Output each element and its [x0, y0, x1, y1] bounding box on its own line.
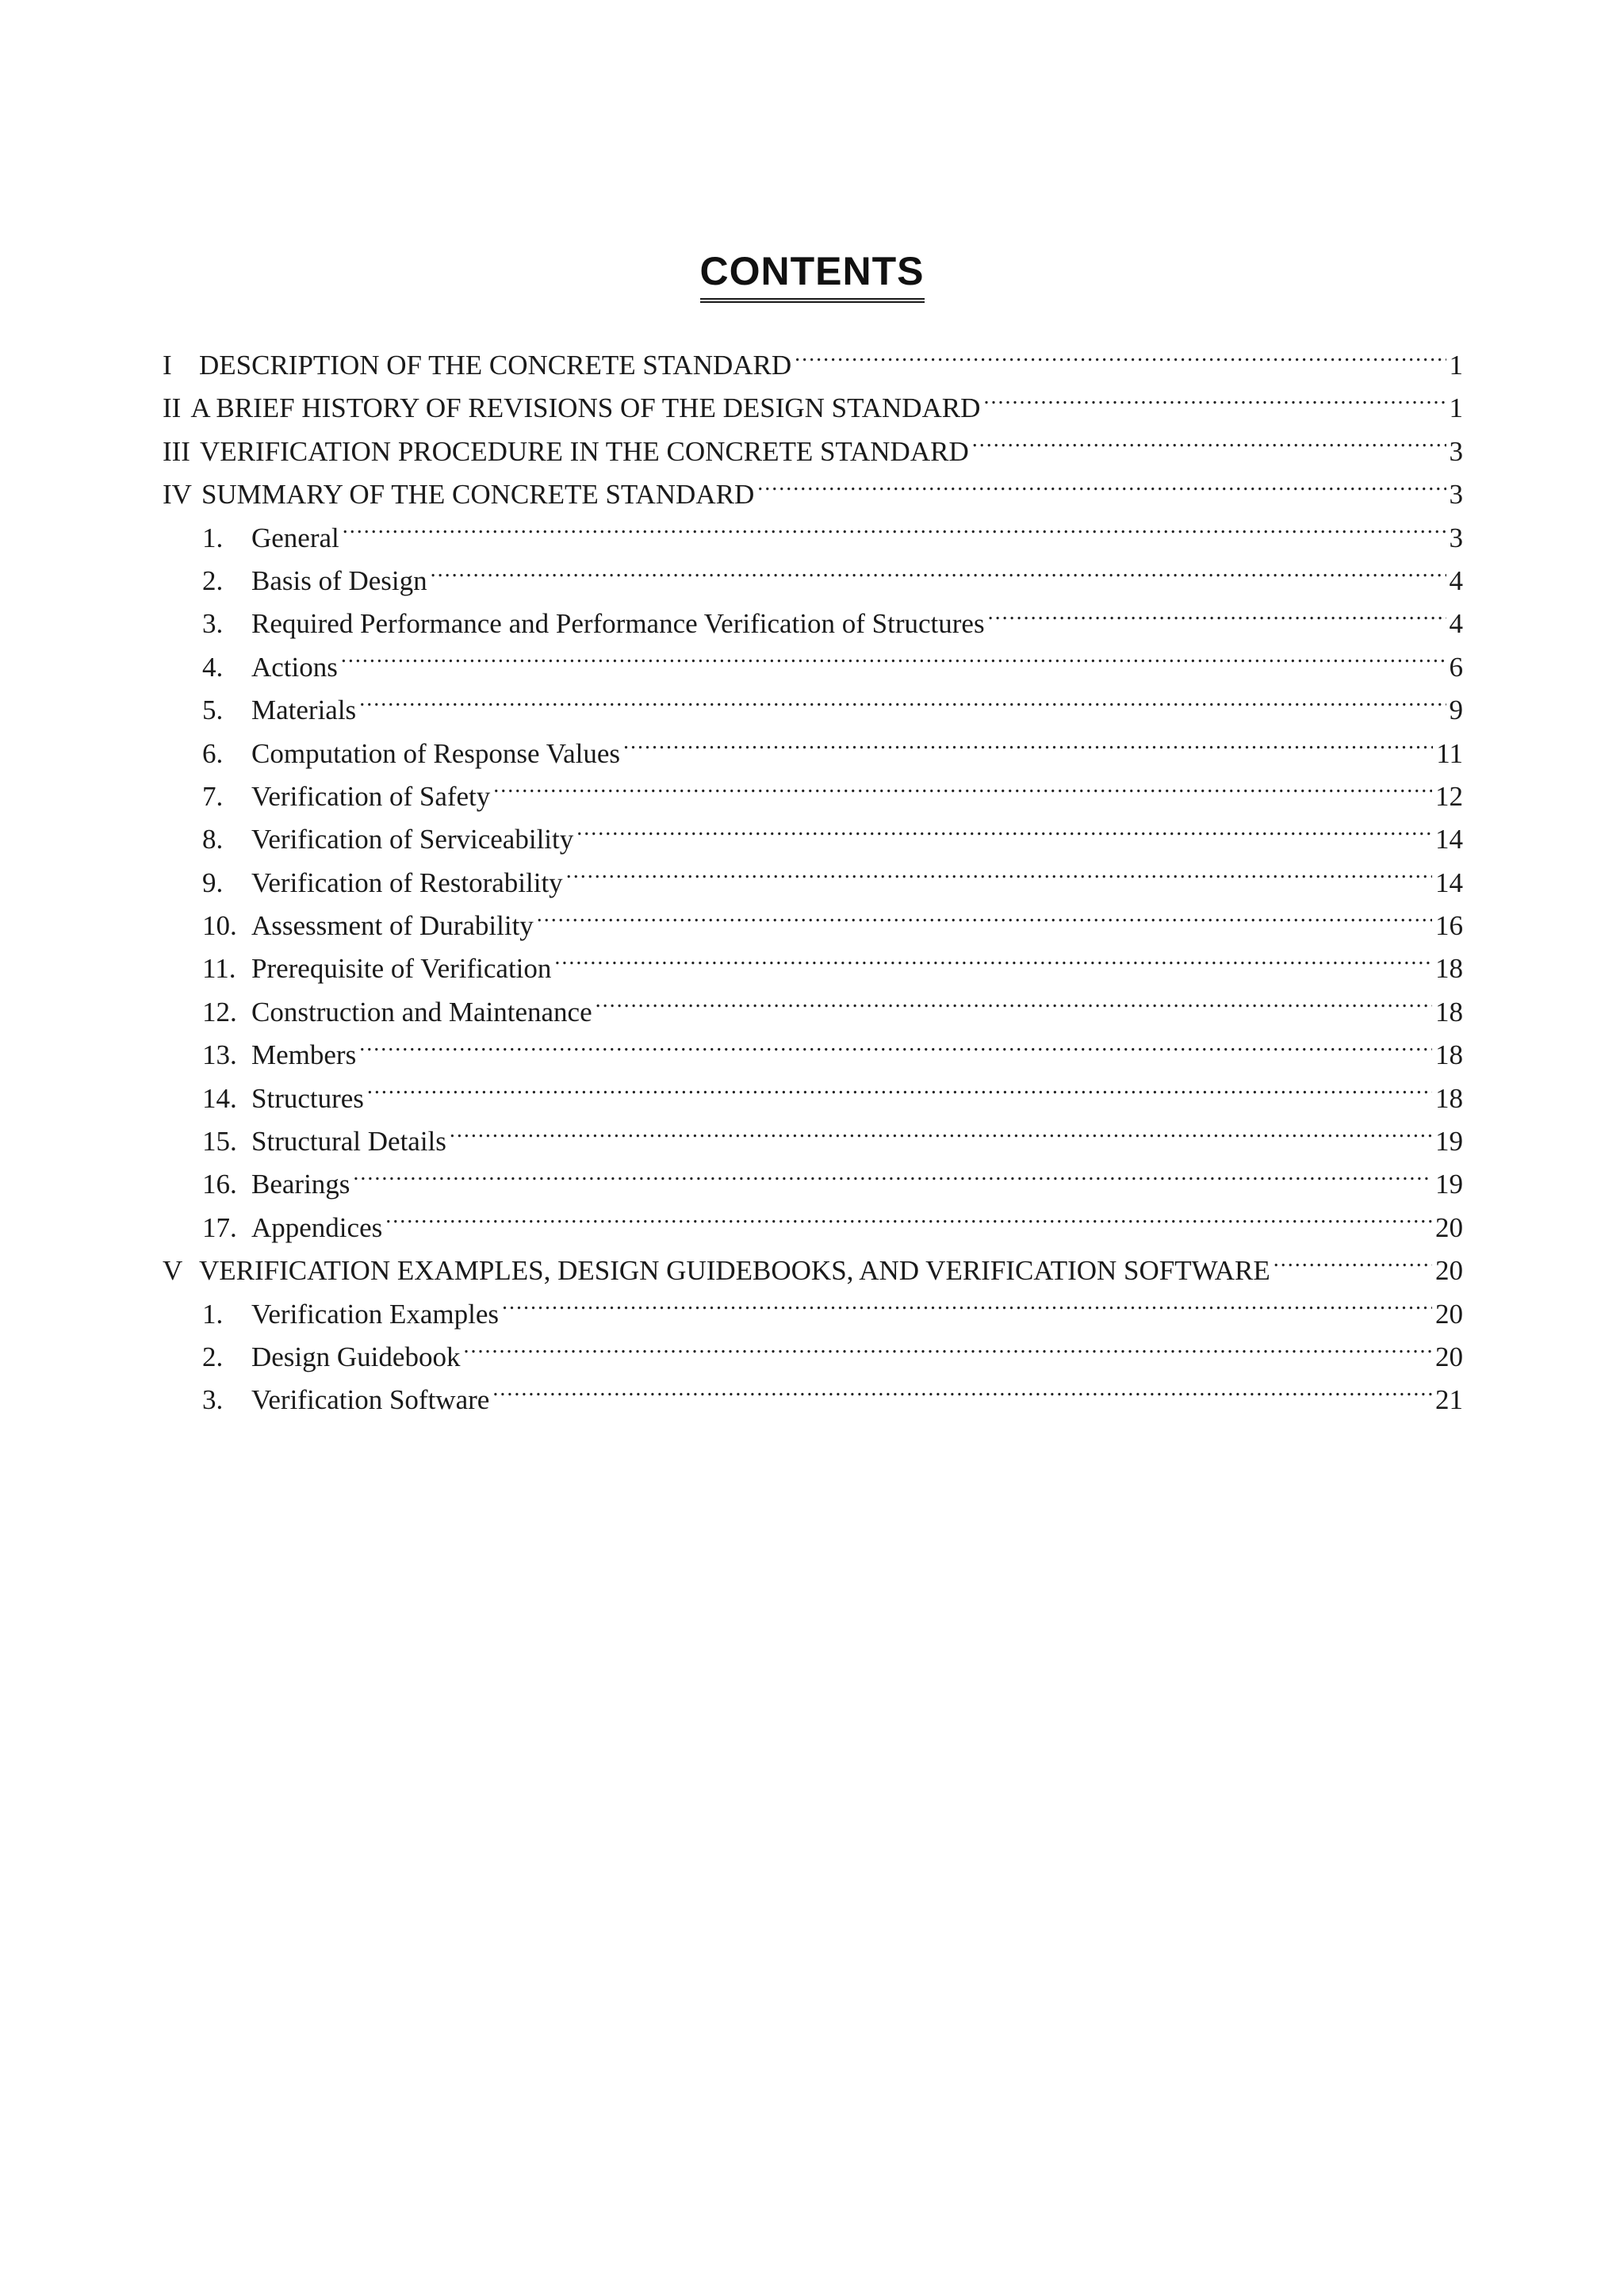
toc-entry-number: 4. [202, 651, 224, 683]
dot-leader [795, 346, 1446, 374]
dot-leader [596, 993, 1432, 1021]
toc-subentry [163, 1034, 1463, 1077]
toc-entry-page: 11 [1436, 737, 1463, 769]
dot-leader [576, 821, 1432, 848]
dot-leader [502, 1295, 1432, 1323]
toc-subentry [163, 947, 1463, 990]
toc-subentry [163, 775, 1463, 818]
toc-entry-number: 3. [202, 1384, 224, 1416]
toc-entry-title: SUMMARY OF THE CONCRETE STANDARD [201, 479, 755, 511]
toc-entry-title: Structures [251, 1082, 364, 1114]
toc-entry-number: I [163, 350, 172, 381]
toc-entry-number: 12. [202, 996, 237, 1027]
toc-entry-title: Materials [251, 695, 357, 726]
dot-leader [983, 389, 1446, 417]
dot-leader [493, 778, 1432, 806]
toc-subentry [163, 862, 1463, 905]
toc-entry-title: Prerequisite of Verification [251, 953, 552, 985]
dot-leader [385, 1209, 1432, 1237]
toc-entry-page: 3 [1449, 435, 1463, 467]
toc-entry-number: IV [163, 479, 192, 511]
toc-subentry [163, 1336, 1463, 1379]
dot-leader [757, 476, 1446, 503]
toc-entry [163, 344, 1463, 387]
toc-entry-number: 11. [202, 953, 236, 985]
dot-leader [450, 1123, 1432, 1150]
toc-entry-title: Verification Software [251, 1384, 490, 1416]
dot-leader [359, 691, 1446, 719]
toc-subentry [163, 818, 1463, 861]
toc-entry-number: V [163, 1255, 183, 1287]
toc-entry-title: VERIFICATION EXAMPLES, DESIGN GUIDEBOOKS, AND VERIFICATION SOFTWARE [199, 1255, 1270, 1287]
toc-entry-number: 10. [202, 910, 237, 942]
toc-entry-title: A BRIEF HISTORY OF REVISIONS OF THE DESIGN STANDARD [190, 392, 981, 424]
page-title: CONTENTS [700, 247, 925, 303]
toc-subentry [163, 1120, 1463, 1163]
table-of-contents [163, 344, 1463, 1422]
toc-entry-page: 14 [1435, 824, 1463, 855]
toc-entry-page: 6 [1449, 651, 1463, 683]
toc-entry-number: 2. [202, 564, 224, 596]
toc-entry-title: Appendices [251, 1211, 383, 1243]
toc-entry [163, 387, 1463, 430]
toc-subentry [163, 560, 1463, 603]
toc-entry-number: 2. [202, 1341, 224, 1372]
toc-subentry [163, 1077, 1463, 1120]
toc-entry-title: Structural Details [251, 1126, 446, 1158]
toc-subentry [163, 1207, 1463, 1249]
toc-entry-title: Assessment of Durability [251, 910, 534, 942]
toc-entry-page: 18 [1435, 1082, 1463, 1114]
dot-leader [341, 649, 1446, 676]
toc-entry-number: II [163, 392, 182, 424]
toc-entry-page: 19 [1435, 1126, 1463, 1158]
toc-entry-page: 16 [1435, 910, 1463, 942]
toc-entry-number: 3. [202, 608, 224, 640]
toc-entry-number: 6. [202, 737, 224, 769]
toc-entry-title: Bearings [251, 1169, 350, 1200]
dot-leader [554, 950, 1432, 978]
dot-leader [343, 519, 1446, 547]
toc-entry-page: 20 [1435, 1255, 1463, 1287]
toc-subentry [163, 905, 1463, 947]
toc-entry-page: 1 [1449, 392, 1463, 424]
toc-entry-number: 15. [202, 1126, 237, 1158]
toc-entry [163, 1249, 1463, 1292]
dot-leader [463, 1338, 1432, 1366]
toc-entry-title: Construction and Maintenance [251, 996, 592, 1027]
toc-entry-title: General [251, 522, 339, 553]
toc-entry-page: 20 [1435, 1298, 1463, 1330]
toc-entry-page: 18 [1435, 953, 1463, 985]
toc-entry [163, 473, 1463, 516]
toc-entry-number: 7. [202, 780, 224, 812]
toc-entry-page: 20 [1435, 1211, 1463, 1243]
dot-leader [367, 1080, 1432, 1108]
toc-entry-page: 18 [1435, 996, 1463, 1027]
toc-entry-title: Basis of Design [251, 564, 427, 596]
dot-leader [353, 1165, 1432, 1193]
toc-entry-title: Design Guidebook [251, 1341, 461, 1372]
toc-subentry [163, 1163, 1463, 1206]
toc-entry-title: Verification Examples [251, 1298, 499, 1330]
toc-subentry [163, 991, 1463, 1034]
toc-entry-number: 17. [202, 1211, 237, 1243]
toc-entry-title: Members [251, 1039, 357, 1071]
toc-subentry [163, 603, 1463, 645]
dot-leader [1274, 1252, 1432, 1280]
toc-entry-number: 14. [202, 1082, 237, 1114]
dot-leader [359, 1036, 1432, 1064]
title-container [0, 247, 1624, 303]
toc-subentry [163, 646, 1463, 689]
dot-leader [566, 864, 1432, 892]
toc-entry-title: Verification of Serviceability [251, 824, 574, 855]
toc-subentry [163, 1293, 1463, 1336]
toc-entry-number: III [163, 435, 190, 467]
toc-subentry [163, 1379, 1463, 1422]
toc-entry-page: 1 [1449, 350, 1463, 381]
toc-subentry [163, 517, 1463, 560]
dot-leader [431, 562, 1446, 590]
toc-entry-page: 18 [1435, 1039, 1463, 1071]
toc-entry-page: 12 [1435, 780, 1463, 812]
toc-entry-page: 3 [1449, 479, 1463, 511]
toc-entry-page: 19 [1435, 1169, 1463, 1200]
toc-entry-title: Required Performance and Performance Verification of Structures [251, 608, 985, 640]
toc-entry-title: Verification of Safety [251, 780, 491, 812]
toc-entry-number: 1. [202, 522, 224, 553]
toc-entry-page: 14 [1435, 867, 1463, 898]
dot-leader [988, 605, 1446, 633]
toc-entry [163, 430, 1463, 473]
toc-entry-page: 9 [1449, 695, 1463, 726]
toc-entry-number: 16. [202, 1169, 237, 1200]
toc-subentry [163, 733, 1463, 775]
toc-entry-title: Verification of Restorability [251, 867, 563, 898]
dot-leader [492, 1381, 1432, 1409]
toc-entry-page: 21 [1435, 1384, 1463, 1416]
toc-entry-number: 5. [202, 695, 224, 726]
toc-entry-page: 20 [1435, 1341, 1463, 1372]
toc-entry-page: 3 [1449, 522, 1463, 553]
toc-entry-number: 13. [202, 1039, 237, 1071]
toc-entry-number: 8. [202, 824, 224, 855]
toc-entry-page: 4 [1449, 608, 1463, 640]
toc-entry-title: DESCRIPTION OF THE CONCRETE STANDARD [199, 350, 792, 381]
dot-leader [537, 907, 1432, 935]
toc-entry-page: 4 [1449, 564, 1463, 596]
toc-entry-title: VERIFICATION PROCEDURE IN THE CONCRETE STANDARD [199, 435, 969, 467]
toc-entry-number: 9. [202, 867, 224, 898]
toc-entry-number: 1. [202, 1298, 224, 1330]
dot-leader [972, 433, 1446, 461]
toc-subentry [163, 689, 1463, 732]
toc-entry-title: Actions [251, 651, 338, 683]
toc-entry-title: Computation of Response Values [251, 737, 621, 769]
dot-leader [623, 735, 1433, 763]
